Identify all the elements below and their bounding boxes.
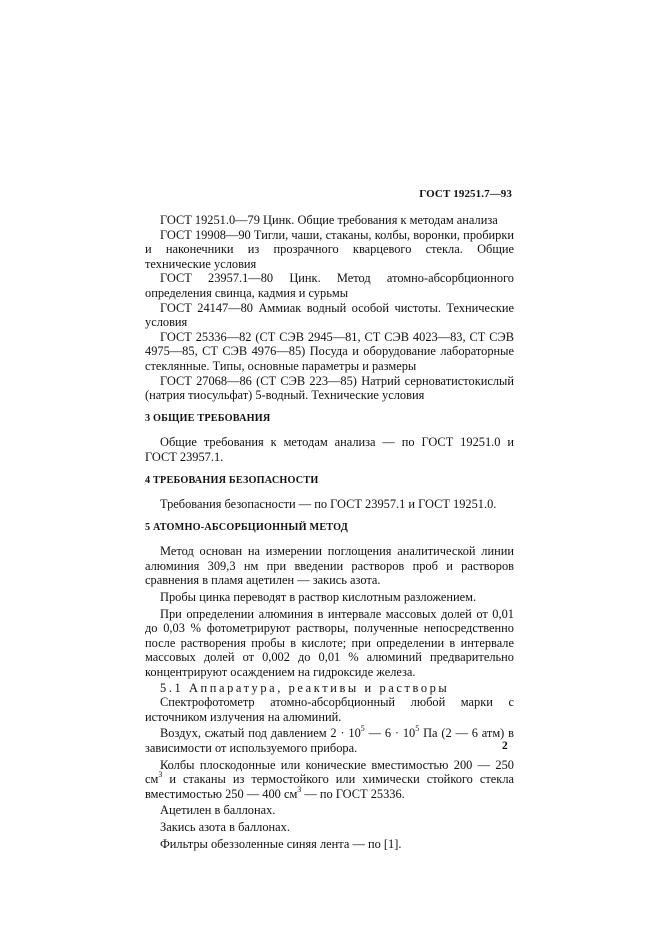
exponent: 5 — [360, 724, 365, 734]
reference-item: ГОСТ 19908—90 Тигли, чаши, стаканы, колбы, воронки, пробирки и наконечники из прозрачного кварцевого стекла. Общие технические условия — [145, 227, 514, 271]
reference-item: ГОСТ 19251.0—79 Цинк. Общие требования к методам анализа — [160, 213, 498, 227]
exponent: 5 — [415, 724, 420, 734]
subsection-5-1-title: 5.1 Аппаратура, реактивы и растворы — [160, 680, 450, 695]
reference-item: ГОСТ 27068—86 (СТ СЭВ 223—85) Натрий серноватистокислый (натрия тиосульфат) 5-водный. Технические условия — [145, 373, 514, 403]
compressed-air-text-c: Па (2 — 6 атм) в зависимости от используемого прибора. — [145, 726, 514, 755]
page-content — [145, 213, 514, 851]
reference-item: ГОСТ 23957.1—80 Цинк. Метод атомно-абсорбционного определения свинца, кадмия и сурьмы — [145, 271, 514, 300]
compressed-air-text-a: Воздух, сжатый под давлением 2 · 10 — [160, 726, 361, 741]
sample-preparation-paragraph: Пробы цинка переводят в раствор кислотным разложением. — [160, 590, 477, 605]
flasks-text-b: и стаканы из термостойкого или химически стойкого стекла вместимостью 250 — 400 см — [145, 772, 514, 801]
flasks-text-c: — по ГОСТ 25336. — [301, 786, 405, 801]
section-3-text: Общие требования к методам анализа — по ГОСТ 19251.0 и ГОСТ 23957.1. — [145, 435, 514, 464]
section-5-title: 5 АТОМНО-АБСОРБЦИОННЫЙ МЕТОД — [145, 521, 348, 533]
references-list — [145, 213, 514, 403]
exponent: 3 — [297, 784, 302, 794]
page-number: 2 — [502, 740, 508, 752]
section-4-text: Требования безопасности — по ГОСТ 23957.1 и ГОСТ 19251.0. — [160, 497, 497, 512]
concentration-range-paragraph: При определении алюминия в интервале массовых долей от 0,01 до 0,03 % фотометрируют растворы, полученные непосредственно после растворения пробы в кислоте; при определении в интервале массовых долей от 0,002 до 0,01 % алюминий предварительно концентрируют осаждением на гидроксиде железа. — [145, 606, 514, 680]
acetylene-paragraph: Ацетилен в баллонах. — [160, 803, 276, 818]
flasks-paragraph — [145, 758, 514, 802]
compressed-air-text-b: — 6 · 10 — [364, 726, 416, 741]
exponent: 3 — [158, 770, 163, 780]
compressed-air-paragraph — [145, 726, 514, 755]
reference-item: ГОСТ 24147—80 Аммиак водный особой чистоты. Технические условия — [145, 300, 514, 330]
nitrous-oxide-paragraph: Закись азота в баллонах. — [160, 819, 290, 834]
reference-item: ГОСТ 25336—82 (СТ СЭВ 2945—81, СТ СЭВ 4023—83, СТ СЭВ 4975—85, СТ СЭВ 4976—85) Посуда и оборудование лабораторные стеклянные. Типы, основные параметры и размеры — [145, 329, 514, 373]
flasks-text-a: Колбы плоскодонные или конические вместимостью 200 — 250 см — [145, 757, 514, 787]
method-principle-paragraph: Метод основан на измерении поглощения аналитической линии алюминия 309,3 нм при введении растворов проб и растворов сравнения в пламя ацетилен — закись азота. — [145, 544, 514, 588]
document-code-header: ГОСТ 19251.7—93 — [419, 188, 512, 200]
section-3-title: 3 ОБЩИЕ ТРЕБОВАНИЯ — [145, 412, 271, 424]
spectrophotometer-paragraph: Спектрофотометр атомно-абсорбционный любой марки с источником излучения на алюминий. — [145, 695, 514, 724]
section-4-title: 4 ТРЕБОВАНИЯ БЕЗОПАСНОСТИ — [145, 474, 319, 486]
filters-paragraph: Фильтры обеззоленные синяя лента — по [1]. — [160, 836, 402, 851]
